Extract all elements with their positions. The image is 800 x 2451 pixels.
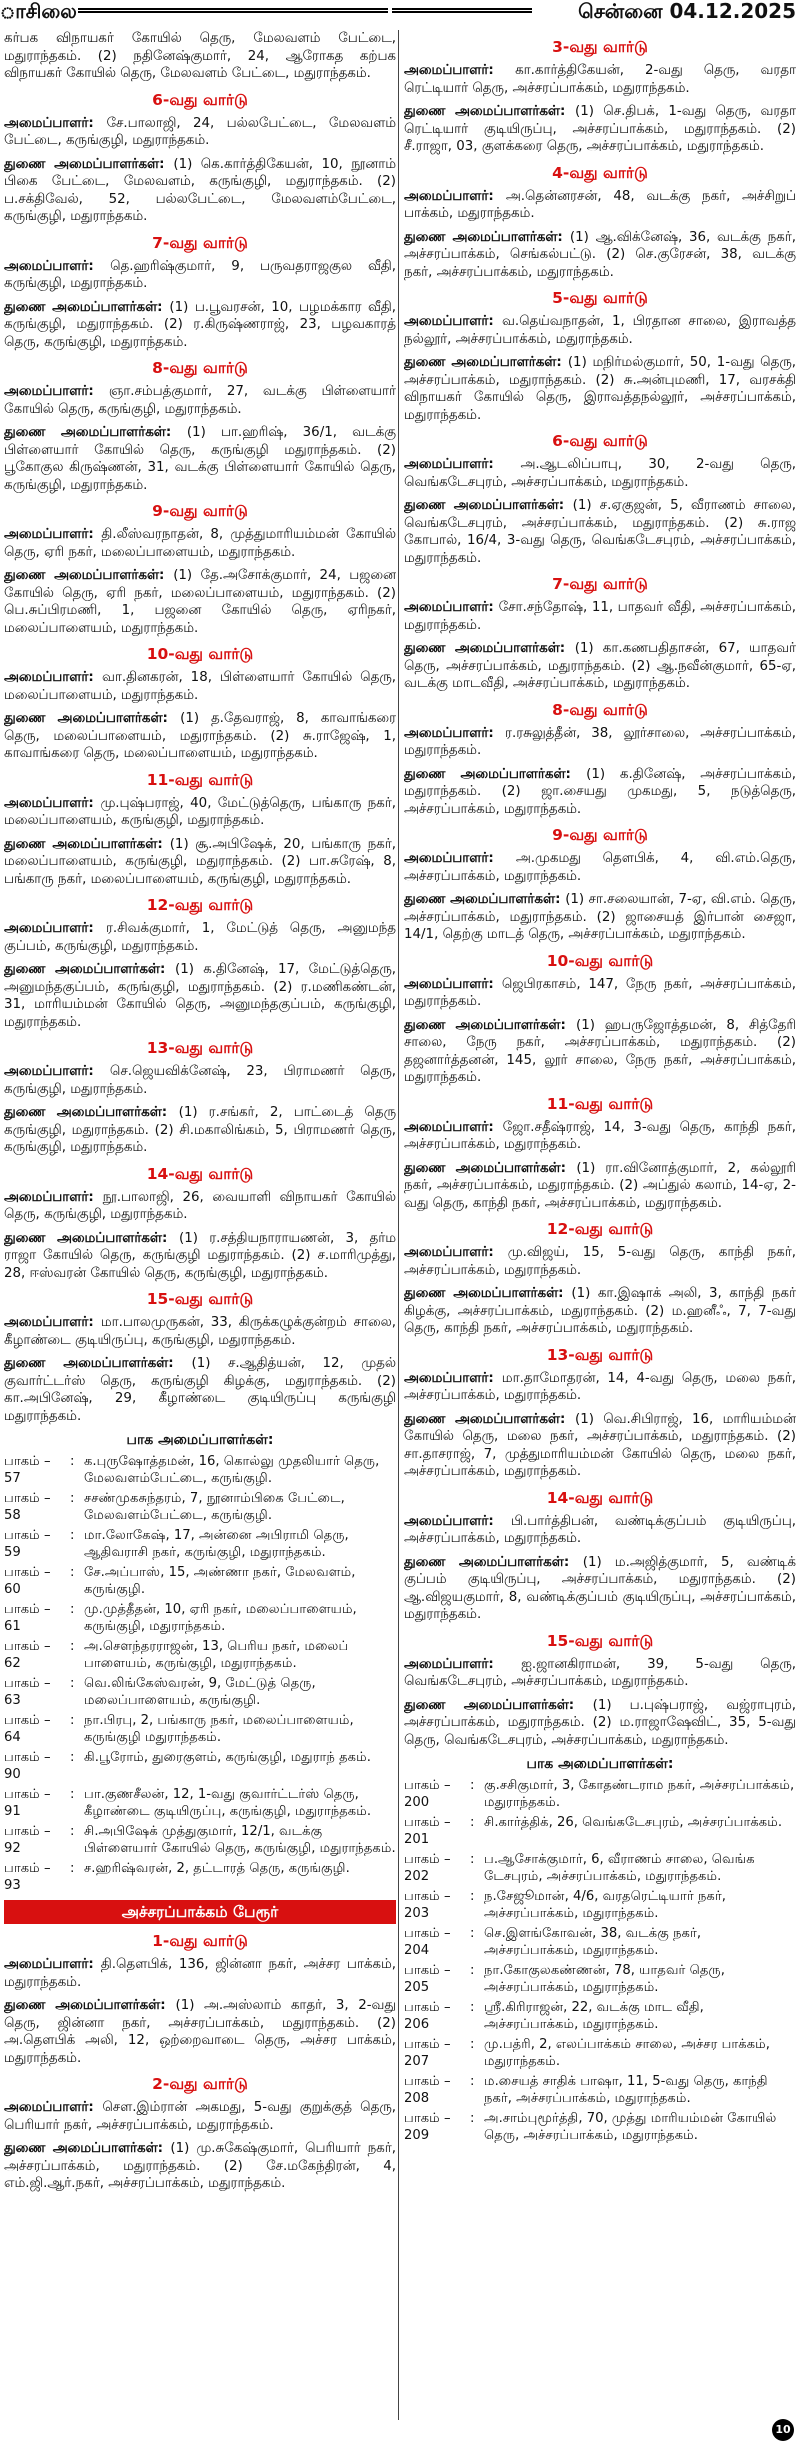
role-label: அமைப்பாளர்: (404, 1370, 502, 1386)
role-label: துணை அமைப்பாளர்கள்: (404, 641, 575, 656)
organiser-details: (1) அ.அஸ்லாம் காதர், 3, 2-வது தெரு, ஜின்னா நகர், அச்சரப்பாக்கம், மதுராந்தகம். (2) அ.தெளபிக் அலி, 12, ஒற்றைவாடை தெரு, அச்சர பாக்கம், மதுராந்தகம். (4, 1998, 396, 2066)
role-label: துணை அமைப்பாளர்கள்: (4, 1105, 179, 1120)
role-label: துணை அமைப்பாளர்கள்: (404, 1554, 583, 1570)
booth-entry (4, 1564, 396, 1598)
booth-colon: : (70, 1528, 75, 1543)
booth-number: பாகம் – 202 (404, 1852, 451, 1884)
organiser-entry (4, 669, 396, 704)
booth-colon: : (470, 2037, 475, 2052)
organiser-entry (404, 456, 796, 491)
booth-number: பாகம் – 62 (4, 1639, 51, 1671)
ward-heading: 4-வது வார்டு (552, 163, 648, 182)
organiser-details: ஐ.ஜானகிராமன், 39, 5-வது தெரு, வெங்கடேசபுரம், அச்சரப்பாக்கம், மதுராந்தகம். (404, 1656, 796, 1689)
ward-heading: 3-வது வார்டு (552, 38, 648, 56)
booth-number: பாகம் – 63 (4, 1676, 51, 1708)
organiser-details: (1) ரா.வினோத்குமார், 2, கல்லூரி நகர், அச்சரப்பாக்கம், மதுராந்தகம். (2) அப்துல் கலாம், 14-ஏ, 2-வது தெரு, காந்தி நகர், அச்சரப்பாக்கம், மதுராந்தகம். (404, 1160, 796, 1211)
booth-number: பாகம் – 59 (4, 1528, 51, 1560)
booth-entry (4, 1786, 396, 1820)
role-label: துணை அமைப்பாளர்கள்: (4, 836, 170, 852)
organiser-entry (4, 156, 396, 226)
role-label: துணை அமைப்பாளர்கள்: (4, 1356, 192, 1371)
organiser-details: (1) கா.கணபதிதாசன், 67, யாதவர் தெரு, அச்சரப்பாக்கம், மதுராந்தகம். (2) ஆ.நவீன்குமார், 65-ஏ, வடக்கு மாடவீதி, அச்சரப்பாக்கம், மதுராந்தகம். (404, 641, 796, 691)
booth-colon: : (70, 1676, 75, 1691)
organiser-entry (404, 103, 796, 156)
right-column (404, 30, 796, 2410)
booth-organiser: ஸ்ரீ.கிரிராஜன், 22, வடக்கு மாட வீதி, அச்சரப்பாக்கம், மதுராந்தகம். (484, 2000, 704, 2032)
ward-heading: 6-வது வார்டு (152, 90, 248, 109)
booth-entry (404, 2073, 796, 2107)
page-number: 10 (772, 2419, 794, 2441)
organiser-details: தி.தெளபிக், 136, ஜின்னா நகர், அச்சர பாக்கம், மதுராந்தகம். (4, 1957, 396, 1990)
organiser-details: (1) க.தினேஷ், அச்சரப்பாக்கம், மதுராந்தகம். (2) ஜா.சையது முகமது, 5, நடுத்தெரு, அச்சரப்பாக்கம், மதுராந்தகம். (404, 766, 796, 817)
organiser-details: (1) ச.ஆதித்யன், 12, முதல் குவார்ட்டர்ஸ் தெரு, கருங்குழி கிழக்கு, மதுராந்தகம். (2) கா.அபினேஷ், 29, கீழாண்டை குடியிருப்பு கருங்குழி மதுராந்தகம். (4, 1356, 396, 1424)
organiser-details: அ.தென்னரசன், 48, வடக்கு நகர், அச்சிறுப் பாக்கம், மதுராந்தகம். (404, 188, 796, 221)
section-name: ாசிலை (0, 0, 77, 23)
booth-organiser: மு.முத்தீதன், 10, ஏரி நகர், மலைப்பாளையம், கருங்குழி, மதுராந்தகம். (84, 1602, 357, 1634)
role-label: துணை அமைப்பாளர்கள்: (4, 1230, 179, 1246)
organiser-details: மு.விஜய், 15, 5-வது தெரு, காந்தி நகர், அச்சரப்பாக்கம், மதுராந்தகம். (404, 1245, 796, 1278)
organiser-details: (1) சா.சலையான், 7-ஏ, வி.எம். தெரு, அச்சரப்பாக்கம், மதுராந்தகம். (2) ஜாசையத் இர்பான் சைஜா, 14/1, தெற்கு மாடத் தெரு, அச்சரப்பாக்கம், மதுராந்தகம். (404, 892, 796, 942)
organiser-entry (4, 836, 396, 889)
organiser-details: ர.ரசுலுத்தீன், 38, லூர்சாலை, அச்சரப்பாக்கம், மதுராந்தகம். (404, 725, 796, 758)
booth-number: பாகம் – 206 (404, 2000, 451, 2032)
organiser-entry (404, 1513, 796, 1548)
role-label: அமைப்பாளர்: (4, 1315, 101, 1330)
ward-heading: 2-வது வார்டு (152, 2075, 248, 2093)
booth-entry (4, 1453, 396, 1487)
booth-colon: : (70, 1491, 75, 1506)
booth-entry (4, 1823, 396, 1857)
booth-organiser: கு.சசிகுமார், 3, கோதண்டராம நகர், அச்சரப்பாக்கம், மதுராந்தகம். (484, 1778, 795, 1810)
booth-organiser: பா.குணசீலன், 12, 1-வது குவார்ட்டர்ஸ் தெரு, கீழாண்டை குடியிருப்பு, கருங்குழி, மதுராந்தகம். (84, 1787, 372, 1819)
organiser-details: (1) தே.அசோக்குமார், 24, பஜனை கோயில் தெரு, ஏரி நகர், மலைப்பாளையம், மதுராந்தகம். (2) பெ.சுப்பிரமணி, 1, பஜனை கோயில் தெரு, ஏரிநகர், மலைப்பாளையம், மதுராந்தகம். (4, 568, 396, 636)
ward-heading: 7-வது வார்டு (552, 575, 648, 593)
role-label: துணை அமைப்பாளர்கள்: (404, 498, 573, 513)
organiser-details: (1) ஹபருஜோத்தமன், 8, சித்தேரி சாலை, நேரு நகர், அச்சரப்பாக்கம், மதுராந்தகம். (2) தஜனார்த்தனன், 145, லூர் சாலை, நேரு நகர், அச்சரப்பாக்கம், மதுராந்தகம். (404, 1017, 796, 1085)
organiser-details: (1) க.தினேஷ், 17, மேட்டுத்தெரு, அனுமந்தகுப்பம், கருங்குழி, மதுராந்தகம். (2) ர.மணிகண்டன், 31, மாரியம்மன் கோயில் தெரு, அனுமந்தகுப்பம், கருங்குழி, மதுராந்தகம். (4, 962, 396, 1030)
booth-organisers-heading: பாக அமைப்பாளர்கள்: (126, 1432, 274, 1448)
booth-colon: : (470, 1778, 475, 1793)
organiser-details: மா.பாலமுருகன், 33, கிருக்கழுக்குன்றம் சாலை, கீழாண்டை குடியிருப்பு, கருங்குழி, மதுராந்தகம். (4, 1315, 396, 1348)
role-label: அமைப்பாளர்: (4, 795, 101, 811)
organiser-details: (1) மநிர்மல்குமார், 50, 1-வது தெரு, அச்சரப்பாக்கம், மதுராந்தகம். (2) சு.அன்புமணி, 17, வரசக்தி விநாயகர் கோயில் தெரு, இராவத்தநல்லூர், அச்சரப்பாக்கம், மதுராந்தகம். (404, 355, 796, 423)
organiser-entry (4, 115, 396, 150)
role-label: துணை அமைப்பாளர்கள்: (404, 104, 576, 119)
role-label: துணை அமைப்பாளர்கள்: (4, 568, 174, 583)
booth-entry (4, 1527, 396, 1561)
booth-organiser: நா.கோகுலகண்ணன், 78, யாதவர் தெரு, அச்சரப்பாக்கம், மதுராந்தகம். (484, 1963, 725, 1995)
booth-number: பாகம் – 93 (4, 1861, 51, 1893)
booth-organiser: செ.இளங்கோவன், 38, வடக்கு நகர், அச்சரப்பாக்கம், மதுராந்தகம். (484, 1926, 702, 1958)
left-column (4, 30, 396, 2410)
booth-entry (404, 1814, 796, 1848)
booth-entry (404, 2110, 796, 2144)
organiser-entry (404, 1285, 796, 1338)
booth-organiser: க.புருஷோத்தமன், 16, கொல்லு முதலியார் தெரு, மேலவளம்பேட்டை, கருங்குழி. (84, 1454, 380, 1486)
role-label: துணை அமைப்பாளர்கள்: (404, 1286, 572, 1301)
booth-colon: : (70, 1824, 75, 1839)
organiser-entry (4, 710, 396, 763)
organiser-entry (404, 497, 796, 567)
organiser-details: சே.பாலாஜி, 24, பல்லபேட்டை, மேலவளம் பேட்டை, கருங்குழி, மதுராந்தகம். (4, 115, 396, 148)
organiser-entry (404, 1411, 796, 1481)
organiser-details: (1) பா.ஹரிஷ், 36/1, வடக்கு பிள்ளையார் கோயில் தெரு, கருங்குழி மதுராந்தகம். (2) பூகோகுல கிருஷ்ணன், 31, வடக்கு பிள்ளையார் கோயில் தெரு, கருங்குழி, மதுராந்தகம். (4, 425, 396, 493)
organiser-details: கர்பக விநாயகர் கோயில் தெரு, மேலவளம் பேட்டை, மதுராந்தகம். (2) நதினேஷ்குமார், 24, ஆரோகத கற்பக விநாயகர் கோயில் தெரு, மேலவளம் பேட்டை, மதுராந்தகம். (4, 31, 396, 81)
ward-heading: 9-வது வார்டு (152, 502, 248, 520)
organiser-entry (404, 1554, 796, 1624)
booth-number: பாகம் – 61 (4, 1602, 51, 1634)
role-label: அமைப்பாளர்: (404, 1513, 511, 1529)
booth-number: பாகம் – 200 (404, 1778, 451, 1810)
organiser-entry (404, 1017, 796, 1087)
role-label: அமைப்பாளர்: (4, 258, 111, 274)
role-label: துணை அமைப்பாளர்கள்: (404, 355, 568, 370)
booth-colon: : (70, 1454, 75, 1469)
organiser-entry (404, 188, 796, 223)
booth-entry (4, 1860, 396, 1894)
booth-organiser: சே.அப்பாஸ், 15, அண்ணா நகர், மேலவளம், கருங்குழி. (84, 1565, 356, 1597)
organiser-details: (1) ப.புஷ்பராஜ், வஜ்ராபுரம், அச்சரப்பாக்கம், மதுராந்தகம். (2) ம.ராஜாஷேவிட், 35, 5-வது தெரு, வெங்கடேசபுரம், அச்சரப்பாக்கம், மதுராந்தகம். (404, 1697, 796, 1748)
role-label: அமைப்பாளர்: (4, 384, 109, 399)
organiser-details: ஜோ.சதீஷ்ராஜ், 14, 3-வது தெரு, காந்தி நகர், அச்சரப்பாக்கம், மதுராந்தகம். (404, 1119, 796, 1152)
ward-heading: 12-வது வார்டு (146, 896, 254, 914)
ward-heading: 13-வது வார்டு (146, 1039, 254, 1057)
booth-entry (404, 1962, 796, 1996)
booth-colon: : (70, 1602, 75, 1617)
booth-number: பாகம் – 60 (4, 1565, 51, 1597)
role-label: அமைப்பாளர்: (404, 1119, 503, 1135)
booth-number: பாகம் – 57 (4, 1454, 51, 1486)
organiser-entry (4, 920, 396, 955)
page-header (0, 0, 800, 22)
role-label: துணை அமைப்பாளர்கள்: (404, 892, 566, 907)
ward-heading: 1-வது வார்டு (152, 1932, 248, 1950)
role-label: அமைப்பாளர்: (404, 851, 516, 866)
role-label: துணை அமைப்பாளர்கள்: (404, 1160, 577, 1176)
booth-colon: : (70, 1713, 75, 1728)
organiser-entry (4, 1063, 396, 1098)
organiser-details: நூ.பாலாஜி, 26, வையாளி விநாயகர் கோயில் தெரு, கருங்குழி, மதுராந்தகம். (4, 1189, 396, 1222)
organiser-entry (4, 299, 396, 352)
organiser-details: செள.இம்ரான் அகமது, 5-வது குறுக்குத் தெரு, பெரியார் நகர், அச்சரப்பாக்கம், மதுராந்தகம். (4, 2100, 396, 2133)
organiser-details: வா.தினகரன், 18, பிள்ளையார் கோயில் தெரு, மலைப்பாளையம், மதுராந்தகம். (4, 670, 396, 703)
ward-heading: 11-வது வார்டு (546, 1094, 654, 1113)
organiser-details: அ.முகமது தௌபிக், 4, வி.எம்.தெரு, அச்சரப்பாக்கம், மதுராந்தகம். (404, 851, 796, 884)
booth-organiser: மு.பத்ரி, 2, எலப்பாக்கம் சாலை, அச்சர பாக்கம், மதுராந்தகம். (484, 2037, 770, 2069)
organiser-details: (1) ச.ஏகுஜன், 5, வீராணம் சாலை, வெங்கடேசபுரம், அச்சரப்பாக்கம், மதுராந்தகம். (2) சு.ராஜ கோபால், 16/4, 3-வது தெரு, வெங்கடேசபுரம், அச்சரப்பாக்கம், மதுராந்தகம். (404, 498, 796, 566)
ward-heading: 6-வது வார்டு (552, 432, 648, 450)
booth-organiser: சசண்முகசுந்தரம், 7, நூனாம்பிகை பேட்டை, மேலவளம்பேட்டை, கருங்குழி. (84, 1491, 345, 1523)
organiser-entry (4, 795, 396, 830)
role-label: துணை அமைப்பாளர்கள்: (404, 1411, 575, 1427)
ward-heading: 11-வது வார்டு (146, 770, 254, 789)
booth-number: பாகம் – 208 (404, 2074, 451, 2106)
booth-entry (4, 1601, 396, 1635)
organiser-details: மா.தாமோதரன், 14, 4-வது தெரு, மலை நகர், அச்சரப்பாக்கம், மதுராந்தகம். (404, 1370, 796, 1403)
role-label: அமைப்பாளர்: (404, 457, 521, 472)
booth-entry (4, 1675, 396, 1709)
role-label: அமைப்பாளர்: (404, 976, 502, 992)
organiser-entry (404, 1119, 796, 1154)
ward-heading: 15-வது வார்டு (146, 1290, 254, 1308)
organiser-entry (404, 891, 796, 944)
role-label: அமைப்பாளர்: (4, 1064, 110, 1079)
booth-number: பாகம் – 91 (4, 1787, 51, 1819)
booth-organiser: ந.சேஜூமான், 4/6, வரதரெட்டியார் நகர், அச்சரப்பாக்கம், மதுராந்தகம். (484, 1889, 726, 1921)
ward-heading: 8-வது வார்டு (152, 359, 248, 377)
ward-heading: 13-வது வார்டு (546, 1345, 654, 1364)
column-divider (398, 30, 399, 2420)
role-label: அமைப்பாளர்: (404, 314, 503, 329)
organiser-entry (4, 2099, 396, 2134)
booth-organiser: நா.பிரபு, 2, பங்காரு நகர், மலைப்பாளையம், கருங்குழி மதுராந்தகம். (84, 1713, 354, 1745)
role-label: அமைப்பாளர்: (404, 725, 506, 741)
organiser-details: ர.சிவக்குமார், 1, மேட்டுத் தெரு, அனுமந்த குப்பம், கருங்குழி, மதுராந்தகம். (4, 921, 396, 954)
organiser-details: (1) ர.சங்கர், 2, பாட்டைத் தெரு கருங்குழி, மதுராந்தகம். (2) சி.மகாலிங்கம், 5, பிராமணர் தெரு, கருங்குழி, மதுராந்தகம். (4, 1105, 396, 1155)
booth-entry (4, 1712, 396, 1746)
booth-number: பாகம் – 92 (4, 1824, 51, 1856)
organiser-details: (1) த.தேவராஜ், 8, காவாங்கரை தெரு, மலைப்பாளையம், மதுராந்தகம். (2) சு.ராஜேஷ், 1, காவாங்கரை தெரு, மலைப்பாளையம், மதுராந்தகம். (4, 711, 396, 761)
booth-number: பாகம் – 90 (4, 1750, 51, 1782)
ward-heading: 10-வது வார்டு (546, 951, 654, 970)
role-label: அமைப்பாளர்: (4, 921, 106, 936)
booth-organiser: ப.ஆசோக்குமார், 6, வீராணம் சாலை, வெங்க டேசபுரம், அச்சரப்பாக்கம், மதுராந்தகம். (484, 1852, 755, 1884)
role-label: அமைப்பாளர்: (4, 115, 107, 131)
role-label: துணை அமைப்பாளர்கள்: (4, 425, 187, 440)
organiser-details: ஞா.சம்பத்குமார், 27, வடக்கு பிள்ளையார் கோயில் தெரு, கருங்குழி, மதுராந்தகம். (4, 384, 396, 417)
booth-colon: : (470, 1815, 475, 1830)
booth-colon: : (470, 1852, 475, 1867)
organiser-details: வ.தெய்வநாதன், 1, பிரதான சாலை, இராவத்த நல்லூர், அச்சரப்பாக்கம், மதுராந்தகம். (404, 314, 796, 347)
organiser-entry (4, 383, 396, 418)
role-label: துணை அமைப்பாளர்கள்: (4, 2141, 171, 2156)
organiser-details: அ.ஆடலிப்பாபு, 30, 2-வது தெரு, வெங்கடேசபுரம், அச்சரப்பாக்கம், மதுராந்தகம். (404, 457, 796, 490)
ward-heading: 15-வது வார்டு (546, 1631, 654, 1650)
role-label: அமைப்பாளர்: (4, 1189, 103, 1205)
booth-organiser: கி.பூரோம், துரைகுளம், கருங்குழி, மதுராந் தகம். (84, 1750, 371, 1765)
organiser-details: (1) கெ.கார்த்திகேயன், 10, நூனாம் பிகை பேட்டை, மேலவளம், கருங்குழி, மதுராந்தகம். (2) ப.சக்திவேல், 52, பல்லபேட்டை, மேலவளம்பேட்டை, கருங்குழி, மதுராந்தகம். (4, 156, 396, 224)
booth-colon: : (470, 2000, 475, 2015)
booth-number: பாகம் – 58 (4, 1491, 51, 1523)
organiser-entry (404, 725, 796, 760)
ward-heading: 7-வது வார்டு (152, 233, 248, 252)
booth-entry (404, 1777, 796, 1811)
ward-heading: 9-வது வார்டு (552, 826, 648, 844)
role-label: அமைப்பாளர்: (404, 188, 506, 204)
role-label: அமைப்பாளர்: (4, 527, 102, 542)
organiser-entry (404, 1160, 796, 1213)
role-label: துணை அமைப்பாளர்கள்: (404, 1697, 593, 1713)
role-label: அமைப்பாளர்: (404, 600, 499, 615)
booth-colon: : (70, 1787, 75, 1802)
organiser-entry (404, 640, 796, 693)
booth-colon: : (470, 1889, 475, 1904)
booth-organisers-heading: பாக அமைப்பாளர்கள்: (526, 1756, 674, 1772)
organiser-details: பி.பார்த்திபன், வண்டிக்குப்பம் குடியிருப்பு, அச்சரப்பாக்கம், மதுராந்தகம். (404, 1513, 796, 1546)
ward-heading: 5-வது வார்டு (552, 289, 648, 307)
booth-colon: : (470, 2074, 475, 2089)
organiser-details: (1) கா.இஷாக் அலி, 3, காந்தி நகர் கிழக்கு, அச்சரப்பாக்கம், மதுராந்தகம். (2) ம.ஹனீஃ, 7, 7-வது தெரு, காந்தி நகர், அச்சரப்பாக்கம், மதுராந்தகம். (404, 1286, 796, 1336)
booth-organiser: சி.அபிஷேக் முத்துகுமார், 12/1, வடக்கு பிள்ளையார் கோயில் தெரு, கருங்குழி, மதுராந்தகம். (84, 1824, 396, 1856)
organiser-entry (404, 1697, 796, 1750)
role-label: துணை அமைப்பாளர்கள்: (4, 156, 174, 172)
role-label: துணை அமைப்பாளர்கள்: (4, 1998, 176, 2013)
header-rule-left (78, 8, 388, 13)
role-label: துணை அமைப்பாளர்கள்: (4, 711, 181, 726)
organiser-entry (404, 599, 796, 634)
role-label: அமைப்பாளர்: (404, 1245, 508, 1260)
ward-heading: 14-வது வார்டு (146, 1164, 254, 1183)
booth-organiser: அ.சாம்புமூர்த்தி, 70, முத்து மாரியம்மன் கோயில் தெரு, அச்சரப்பாக்கம், மதுராந்தகம். (484, 2111, 777, 2143)
organiser-details: தெ.ஹரிஷ்குமார், 9, பருவதராஜகுல வீதி, கருங்குழி, மதுராந்தகம். (4, 258, 396, 291)
organiser-entry (4, 961, 396, 1031)
role-label: துணை அமைப்பாளர்கள்: (4, 962, 175, 977)
organiser-entry (404, 976, 796, 1011)
booth-colon: : (470, 1926, 475, 1941)
organiser-details: (1) ம.அஜித்குமார், 5, வண்டிக் குப்பம் குடியிருப்பு, அச்சரப்பாக்கம், மதுராந்தகம். (2) ஆ.விஜயகுமார், 8, வண்டிக்குப்பம் குடியிருப்பு, அச்சரப்பாக்கம், மதுராந்தகம். (404, 1554, 796, 1622)
organiser-details: (1) சூ.அபிஷேக், 20, பங்காரு நகர், மலைப்பாளையம், கருங்குழி, மதுராந்தகம். (2) பா.சுரேஷ், 8, பங்காரு நகர், மலைப்பாளையம், கருங்குழி, மதுராந்தகம். (4, 836, 396, 887)
booth-number: பாகம் – 205 (404, 1963, 451, 1995)
ward-heading: 14-வது வார்டு (546, 1488, 654, 1507)
booth-organiser: அ.செளந்தரராஜன், 13, பெரிய நகர், மலைப் பாளையம், கருங்குழி, மதுராந்தகம். (84, 1639, 349, 1671)
booth-number: பாகம் – 201 (404, 1815, 451, 1847)
booth-entry (404, 2036, 796, 2070)
organiser-entry (4, 258, 396, 293)
header-rule-right (392, 8, 532, 13)
role-label: துணை அமைப்பாளர்கள்: (404, 229, 570, 245)
booth-entry (404, 1888, 796, 1922)
role-label: துணை அமைப்பாளர்கள்: (4, 299, 170, 315)
booth-number: பாகம் – 64 (4, 1713, 51, 1745)
organiser-entry (4, 1355, 396, 1425)
booth-colon: : (70, 1565, 75, 1580)
ward-heading: 12-வது வார்டு (546, 1220, 654, 1238)
town-banner: அச்சரப்பாக்கம் பேரூர் (4, 1900, 396, 1924)
organiser-details: (1) ஆ.விக்னேஷ், 36, வடக்கு நகர், அச்சரப்பாக்கம், செங்கல்பட்டு. (2) செ.குரேசன், 38, வடக்கு நகர், அச்சரப்பாக்கம், மதுராந்தகம். (404, 229, 796, 280)
booth-organiser: மா.லோகேஷ், 17, அன்னை அபிராமி தெரு, ஆதிவராசி நகர், கருங்குழி, மதுராந்தகம். (84, 1528, 349, 1560)
role-label: அமைப்பாளர்: (4, 2100, 103, 2115)
role-label: துணை அமைப்பாளர்கள்: (404, 1017, 576, 1033)
organiser-entry (4, 424, 396, 494)
ward-heading: 10-வது வார்டு (146, 645, 254, 663)
booth-entry (404, 1999, 796, 2033)
booth-entry (404, 1925, 796, 1959)
organiser-entry (4, 526, 396, 561)
organiser-details: கா.கார்த்திகேயன், 2-வது தெரு, வரதா ரெட்டியார் தெரு, அச்சரப்பாக்கம், மதுராந்தகம். (404, 63, 796, 96)
booth-number: பாகம் – 209 (404, 2111, 451, 2143)
organiser-entry (404, 850, 796, 885)
booth-entry (4, 1749, 396, 1783)
organiser-entry (404, 766, 796, 819)
booth-colon: : (70, 1639, 75, 1654)
organiser-details: (1) ப.பூவரசன், 10, பழமக்கார வீதி, கருங்குழி, மதுராந்தகம். (2) ர.கிருஷ்ணராஜ், 23, பழவகாரத் தெரு, கருங்குழி, மதுராந்தகம். (4, 299, 396, 350)
edition-date: சென்னை 04.12.2025 (578, 0, 796, 23)
organiser-entry (4, 30, 396, 83)
organiser-entry (404, 313, 796, 348)
organiser-entry (404, 229, 796, 282)
organiser-entry (4, 2140, 396, 2193)
organiser-entry (4, 1997, 396, 2067)
organiser-entry (4, 1956, 396, 1991)
booth-entry (404, 1851, 796, 1885)
organiser-entry (404, 354, 796, 424)
booth-organiser: ம.சையத் சாதிக் பாஷா, 11, 5-வது தெரு, காந்தி நகர், அச்சரப்பாக்கம், மதுராந்தகம். (484, 2074, 768, 2106)
booth-organiser: ச.ஹரிஷ்வரன், 2, தட்டாரத் தெரு, கருங்குழி. (84, 1861, 350, 1876)
role-label: அமைப்பாளர்: (404, 1656, 522, 1672)
booth-number: பாகம் – 203 (404, 1889, 451, 1921)
organiser-details: (1) செ.திபக், 1-வது தெரு, வரதா ரெட்டியார் குடியிருப்பு, அச்சரப்பாக்கம், மதுராந்தகம். (2) சீ.ராஜா, 03, குளக்கரை தெரு, அச்சரப்பாக்கம், மதுராந்தகம். (404, 104, 796, 154)
booth-organiser: சி.கார்த்திக், 26, வெங்கடேசபுரம், அச்சரப்பாக்கம். (484, 1815, 783, 1830)
booth-entry (4, 1490, 396, 1524)
organiser-entry (404, 1244, 796, 1279)
organiser-details: (1) வெ.சிபிராஜ், 16, மாரியம்மன் கோயில் தெரு, மலை நகர், அச்சரப்பாக்கம், மதுராந்தகம். (2) சா.தாசராஜ், 7, முத்துமாரியம்மன் கோயில் தெரு, மலை நகர், அச்சரப்பாக்கம், மதுராந்தகம். (404, 1411, 796, 1479)
organiser-entry (4, 1104, 396, 1157)
booth-colon: : (470, 2111, 475, 2126)
role-label: அமைப்பாளர்: (4, 670, 103, 685)
ward-heading: 8-வது வார்டு (552, 700, 648, 719)
booth-colon: : (470, 1963, 475, 1978)
booth-colon: : (70, 1750, 75, 1765)
organiser-details: (1) மு.சுகேஷ்குமார், பெரியார் நகர், அச்சரப்பாக்கம், மதுராந்தகம். (2) சே.மகேந்திரன், 4, எம்.ஜி.ஆர்.நகர், அச்சரப்பாக்கம், மதுராந்தகம். (4, 2141, 396, 2191)
booth-entry (4, 1638, 396, 1672)
organiser-entry (4, 1189, 396, 1224)
role-label: அமைப்பாளர்: (404, 63, 516, 78)
organiser-details: தி.லீஸ்வரநாதன், 8, முத்துமாரியம்மன் கோயில் தெரு, ஏரி நகர், மலைப்பாளையம், மதுராந்தகம். (4, 527, 396, 560)
organiser-entry (404, 62, 796, 97)
organiser-entry (4, 1314, 396, 1349)
booth-number: பாகம் – 207 (404, 2037, 451, 2069)
booth-colon: : (70, 1861, 75, 1876)
organiser-entry (404, 1656, 796, 1691)
organiser-entry (4, 1230, 396, 1283)
organiser-entry (404, 1370, 796, 1405)
role-label: அமைப்பாளர்: (4, 1957, 101, 1972)
organiser-details: செ.ஜெயவிக்னேஷ், 23, பிராமணர் தெரு, கருங்குழி, மதுராந்தகம். (4, 1064, 396, 1097)
organiser-details: (1) ர.சத்தியநாராயணன், 3, தர்ம ராஜா கோயில் தெரு, கருங்குழி மதுராந்தகம். (2) ச.மாரிமுத்து, 28, ஈஸ்வரன் கோயில் தெரு, கருங்குழி, மதுராந்தகம். (4, 1230, 396, 1281)
booth-organiser: வெ.லிங்கேஸ்வரன், 9, மேட்டுத் தெரு, மலைப்பாளையம், கருங்குழி. (84, 1676, 316, 1708)
booth-number: பாகம் – 204 (404, 1926, 451, 1958)
organiser-details: சோ.சந்தோஷ், 11, பாதவர் வீதி, அச்சரப்பாக்கம், மதுராந்தகம். (404, 600, 796, 633)
organiser-details: மு.புஷ்பராஜ், 40, மேட்டுத்தெரு, பங்காரு நகர், மலைப்பாளையம், கருங்குழி, மதுராந்தகம். (4, 795, 396, 828)
role-label: துணை அமைப்பாளர்கள்: (404, 766, 587, 782)
organiser-entry (4, 567, 396, 637)
organiser-details: ஜெபிரகாசம், 147, நேரு நகர், அச்சரப்பாக்கம், மதுராந்தகம். (404, 976, 796, 1009)
